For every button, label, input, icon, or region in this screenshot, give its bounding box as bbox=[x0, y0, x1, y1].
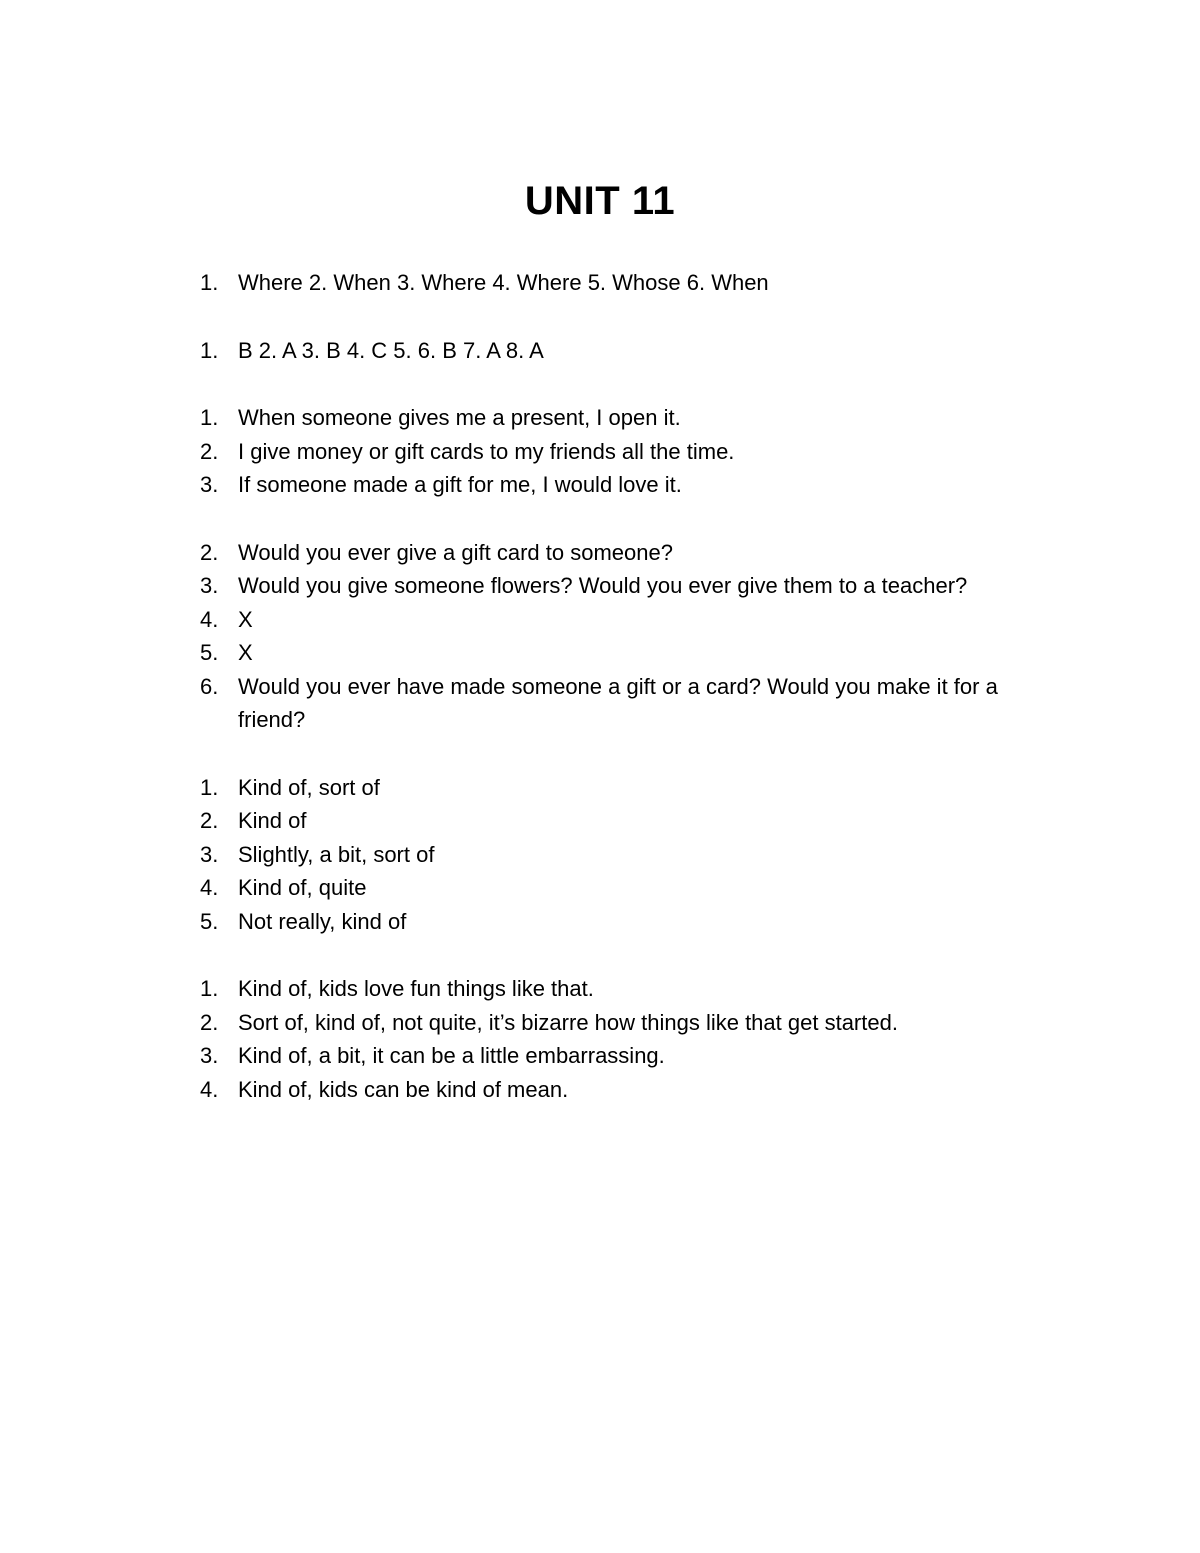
list-item bbox=[200, 636, 1040, 670]
item-text: I give money or gift cards to my friends all the time. bbox=[238, 438, 735, 464]
list-item bbox=[200, 1073, 1040, 1107]
item-number: 3. bbox=[200, 573, 219, 598]
exercise-6-list bbox=[200, 972, 1040, 1106]
list-item bbox=[200, 1039, 1040, 1073]
exercise-5-list bbox=[200, 771, 1040, 939]
list-item bbox=[200, 905, 1040, 939]
item-text: Not really, kind of bbox=[238, 908, 407, 934]
item-number: 6. bbox=[200, 673, 219, 699]
item-number: 1. bbox=[200, 976, 219, 1001]
item-number: 1. bbox=[200, 774, 219, 800]
item-text: X bbox=[238, 606, 253, 632]
list-item bbox=[200, 972, 1040, 1006]
item-number: 4. bbox=[200, 1076, 219, 1102]
item-number: 5. bbox=[200, 640, 219, 665]
item-number: 1. bbox=[200, 337, 219, 363]
item-number: 4. bbox=[200, 606, 219, 632]
item-text: Slightly, a bit, sort of bbox=[238, 841, 435, 867]
list-item bbox=[200, 468, 1040, 502]
list-item bbox=[200, 536, 1040, 570]
exercise-3-list bbox=[200, 401, 1040, 502]
item-number: 3. bbox=[200, 472, 219, 497]
list-item bbox=[200, 871, 1040, 905]
item-text: Kind of, kids love fun things like that. bbox=[238, 976, 594, 1001]
item-text: Would you ever have made someone a gift or a card? Would you make it for a friend? bbox=[238, 673, 998, 732]
item-text: Kind of, kids can be kind of mean. bbox=[238, 1076, 569, 1102]
item-number: 1. bbox=[200, 270, 219, 295]
list-item bbox=[200, 266, 1040, 300]
item-text: Would you give someone flowers? Would you ever give them to a teacher? bbox=[238, 573, 968, 598]
item-text: B 2. A 3. B 4. C 5. 6. B 7. A 8. A bbox=[238, 337, 544, 363]
item-text: Kind of, sort of bbox=[238, 774, 380, 800]
item-number: 2. bbox=[200, 808, 219, 833]
list-item bbox=[200, 838, 1040, 872]
item-text: Kind of, quite bbox=[238, 875, 367, 900]
item-number: 2. bbox=[200, 539, 219, 565]
exercise-2-list bbox=[200, 334, 1040, 368]
list-item bbox=[200, 569, 1040, 603]
item-number: 3. bbox=[200, 1043, 219, 1068]
item-text: X bbox=[238, 640, 253, 665]
list-item bbox=[200, 603, 1040, 637]
list-item bbox=[200, 670, 1040, 737]
item-number: 3. bbox=[200, 841, 219, 867]
exercise-4-list bbox=[200, 536, 1040, 737]
page-title: UNIT 11 bbox=[524, 178, 676, 223]
list-item bbox=[200, 804, 1040, 838]
item-text: Kind of bbox=[238, 808, 307, 833]
item-text: Kind of, a bit, it can be a little embarrassing. bbox=[238, 1043, 665, 1068]
item-text: Sort of, kind of, not quite, it’s bizarre how things like that get started. bbox=[238, 1009, 898, 1035]
item-number: 2. bbox=[200, 438, 219, 464]
item-number: 1. bbox=[200, 405, 219, 430]
item-text: Would you ever give a gift card to someone? bbox=[238, 539, 673, 565]
item-text: If someone made a gift for me, I would love it. bbox=[238, 472, 682, 497]
list-item bbox=[200, 334, 1040, 368]
item-text: When someone gives me a present, I open it. bbox=[238, 405, 681, 430]
document-body bbox=[200, 266, 1040, 1140]
list-item bbox=[200, 771, 1040, 805]
exercise-1-list bbox=[200, 266, 1040, 300]
item-number: 2. bbox=[200, 1009, 219, 1035]
list-item bbox=[200, 1006, 1040, 1040]
item-number: 5. bbox=[200, 908, 219, 934]
list-item bbox=[200, 435, 1040, 469]
item-number: 4. bbox=[200, 875, 219, 900]
item-text: Where 2. When 3. Where 4. Where 5. Whose 6. When bbox=[238, 270, 769, 295]
list-item bbox=[200, 401, 1040, 435]
